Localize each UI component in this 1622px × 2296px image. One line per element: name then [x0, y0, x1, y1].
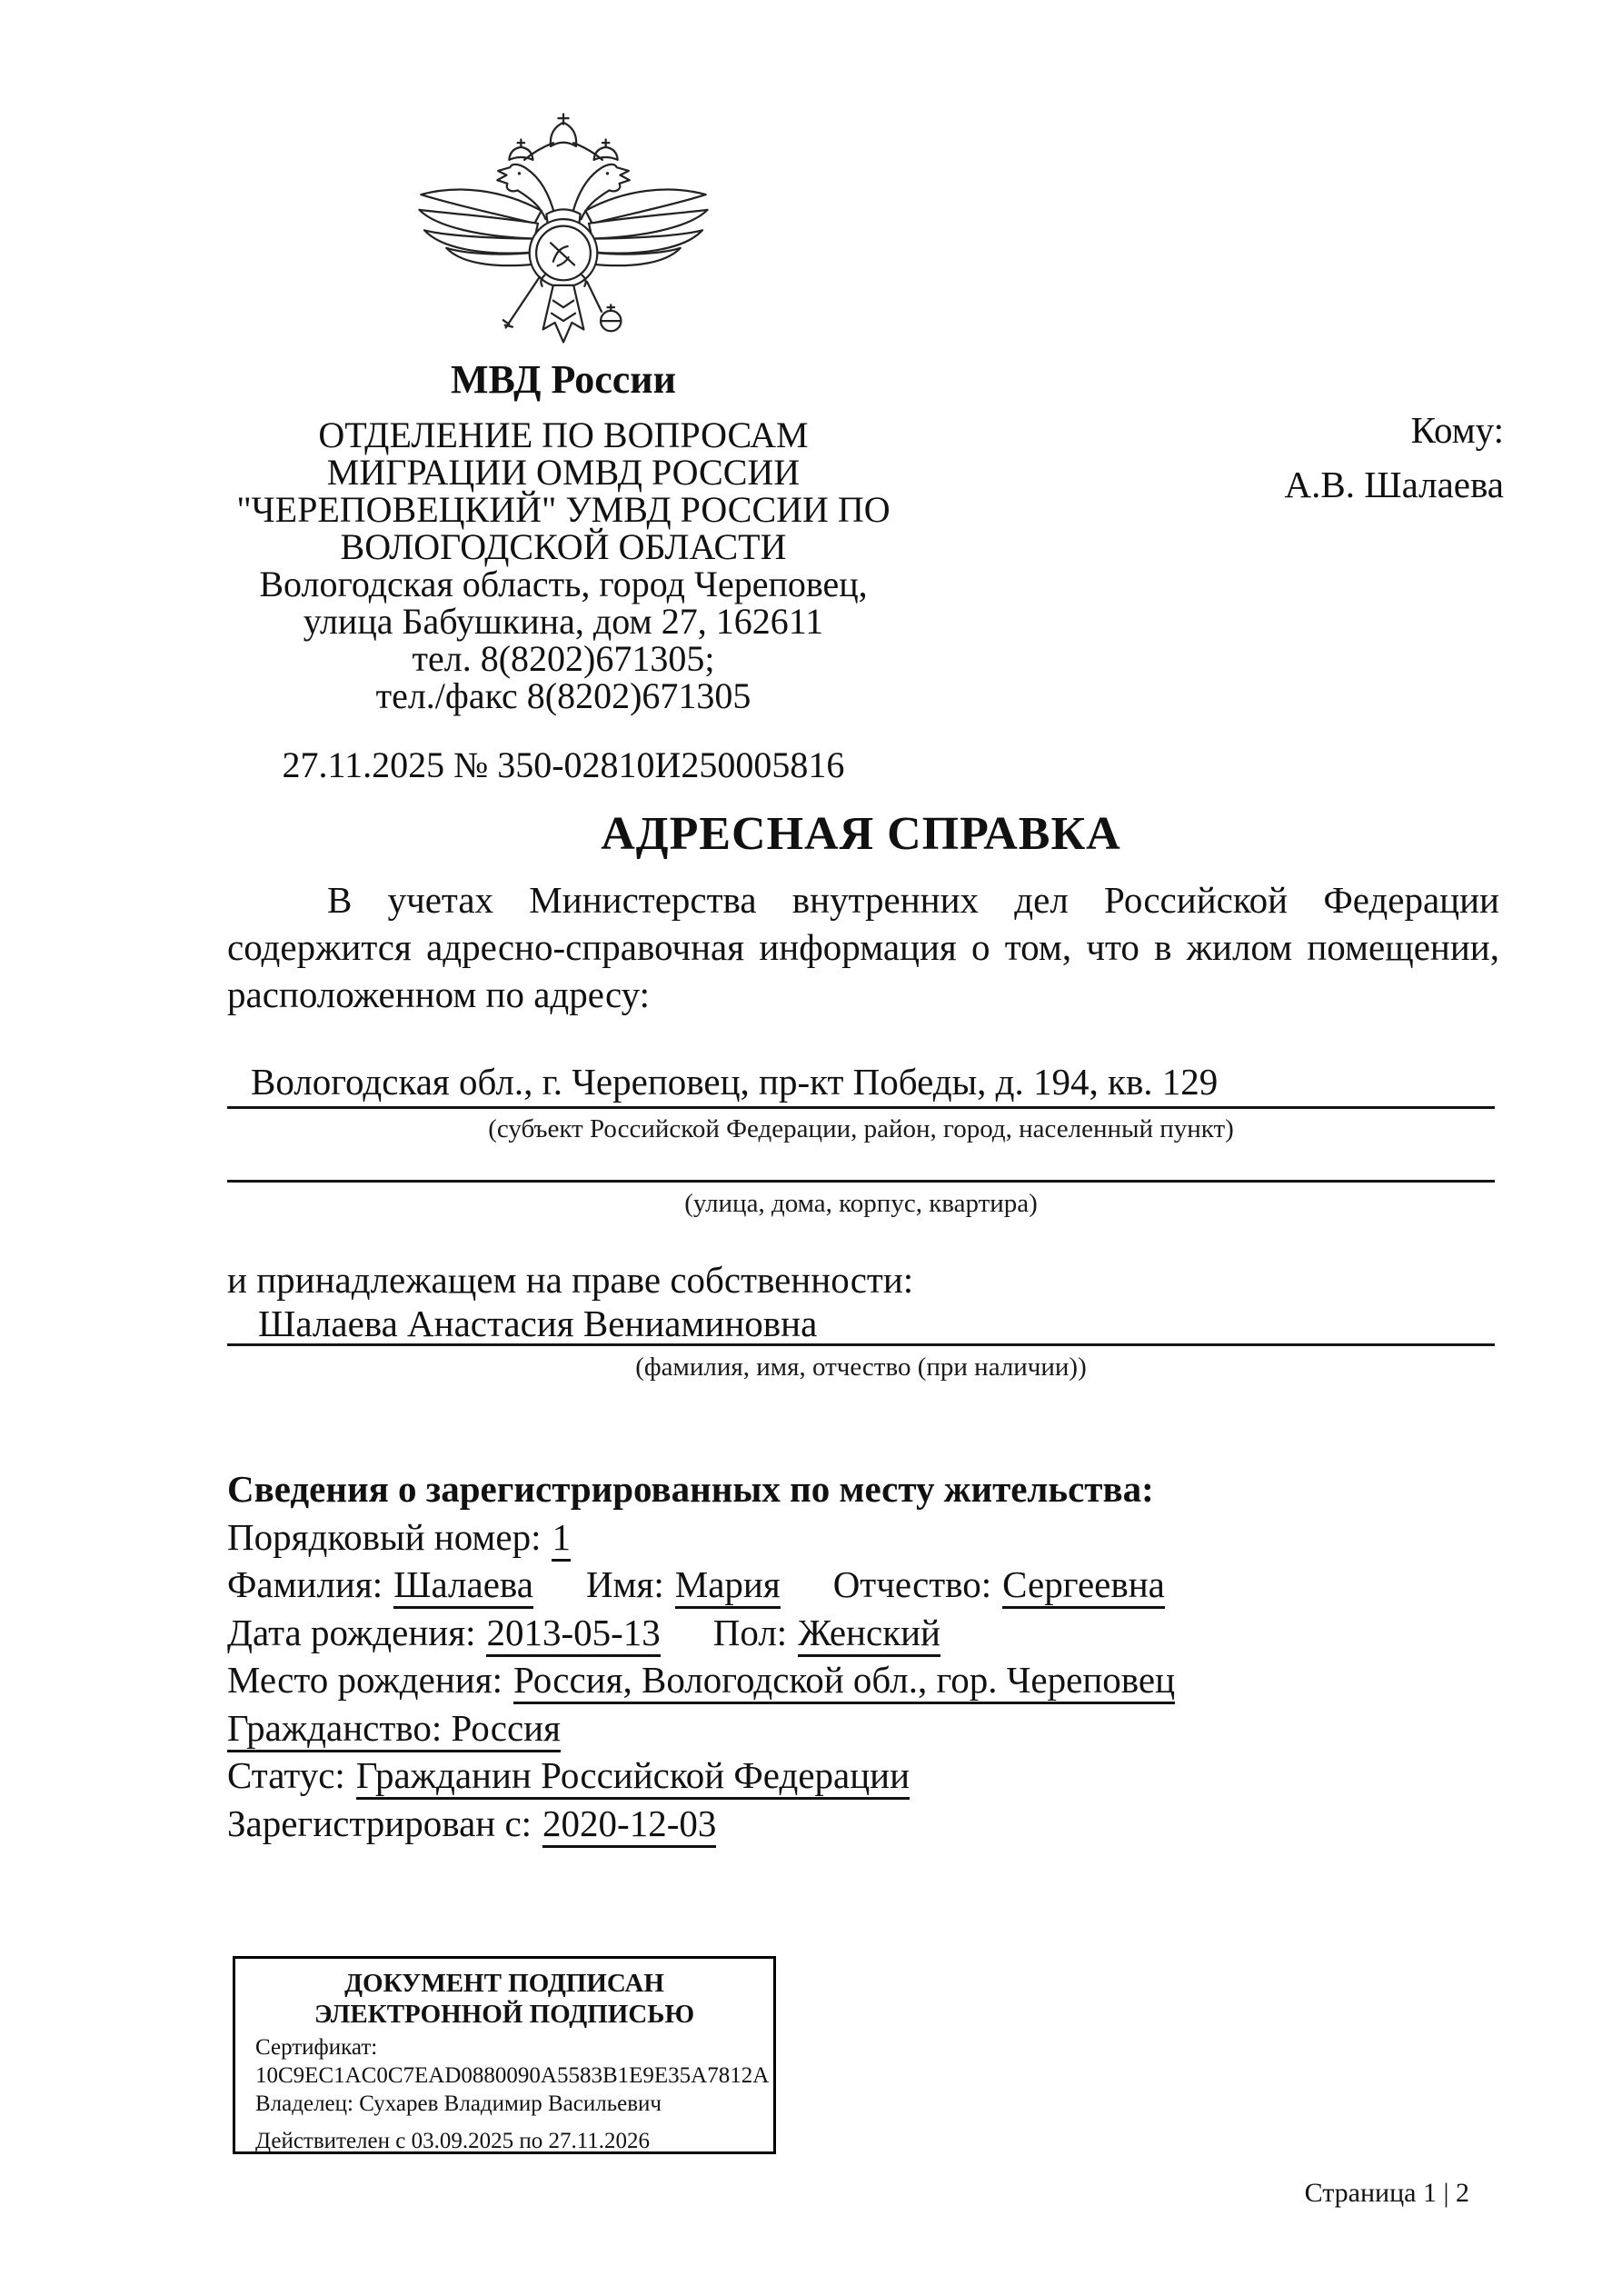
address-caption-street: (улица, дома, корпус, квартира)	[684, 1189, 1038, 1218]
address-caption-subject: (субъект Российской Федерации, район, город, населенный пункт)	[488, 1114, 1234, 1143]
doc-title: АДРЕСНАЯ СПРАВКА	[601, 808, 1121, 860]
citizenship-line: Гражданство: Россия	[227, 1707, 561, 1752]
birth-date-value: 2013-05-13	[486, 1612, 660, 1657]
stamp-title	[235, 1968, 773, 2030]
citizenship-row	[227, 1704, 1499, 1752]
birth-date-row	[227, 1609, 1499, 1657]
order-number-row	[227, 1513, 1499, 1562]
registered-header: Сведения о зарегистрированных по месту жительства:	[227, 1468, 1154, 1510]
recipient-label: Кому:	[1410, 409, 1504, 451]
department-line: "ЧЕРЕПОВЕЦКИЙ" УМВД РОССИИ ПО	[236, 489, 891, 530]
address-value: Вологодская обл., г. Череповец, пр-кт Победы, д. 194, кв. 129	[251, 1061, 1219, 1103]
certificate-label: Сертификат:	[255, 2035, 378, 2060]
registration-date-value: 2020-12-03	[542, 1802, 716, 1848]
birth-place-row	[227, 1656, 1499, 1704]
emblem-caption: МВД России	[450, 357, 676, 402]
department-line: ОТДЕЛЕНИЕ ПО ВОПРОСАМ	[318, 414, 809, 455]
name-row	[227, 1561, 1499, 1609]
electronic-signature-stamp	[233, 1956, 776, 2154]
registered-section	[227, 1465, 1499, 1847]
owner-caption: (фамилия, имя, отчество (при наличии))	[635, 1353, 1087, 1382]
order-number-label: Порядковый номер:	[227, 1515, 542, 1558]
registration-date-row	[227, 1800, 1499, 1848]
department-line: ВОЛОГОДСКОЙ ОБЛАСТИ	[340, 526, 787, 567]
stamp-title-line1: ДОКУМЕНТ ПОДПИСАН	[344, 1969, 664, 1998]
intro-paragraph	[227, 876, 1499, 1018]
birth-place-value: Россия, Вологодской обл., гор. Череповец	[513, 1659, 1175, 1704]
patronymic-label: Отчество:	[832, 1563, 992, 1605]
sex-label: Пол:	[712, 1611, 788, 1653]
intro-line: содержится адресно-справочная информация о том, что в жилом помещении,	[227, 926, 1499, 968]
owner-name-line	[227, 1296, 1495, 1346]
address-blank-line	[227, 1142, 1495, 1183]
department-line: МИГРАЦИИ ОМВД РОССИИ	[326, 452, 801, 493]
given-name-label: Имя:	[585, 1563, 664, 1605]
department-line: тел./факс 8(8202)671305	[375, 675, 751, 716]
intro-line: В учетах Министерства внутренних дел Российской Федерации	[327, 879, 1499, 921]
sex-value: Женский	[798, 1612, 940, 1657]
certificate-value: 10C9EC1AC0C7EAD0880090A5583B1E9E35A7812A	[255, 2063, 770, 2088]
certificate-validity: Действителен с 03.09.2025 по 27.11.2026	[255, 2129, 651, 2153]
birth-date-label: Дата рождения:	[227, 1611, 476, 1653]
department-block	[227, 416, 900, 714]
status-label: Статус:	[227, 1754, 345, 1796]
surname-value: Шалаева	[393, 1563, 533, 1609]
doc-date-number: 27.11.2025 № 350-02810И250005816	[282, 744, 845, 785]
page-footer: Страница 1 | 2	[1304, 2178, 1469, 2208]
order-number-value: 1	[552, 1516, 571, 1562]
status-value: Гражданин Российской Федерации	[356, 1754, 910, 1800]
birth-place-label: Место рождения:	[227, 1659, 503, 1701]
certificate-owner: Владелец: Сухарев Владимир Васильевич	[255, 2091, 662, 2116]
department-line: Вологодская область, город Череповец,	[259, 564, 868, 604]
department-line: тел. 8(8202)671305;	[412, 638, 715, 679]
department-line: улица Бабушкина, дом 27, 162611	[303, 601, 824, 642]
ownership-statement: и принадлежащем на праве собственности:	[227, 1259, 914, 1301]
status-row	[227, 1752, 1499, 1800]
surname-label: Фамилия:	[227, 1563, 383, 1605]
owner-name: Шалаева Анастасия Вениаминовна	[258, 1303, 818, 1344]
recipient-block	[1285, 409, 1505, 505]
stamp-title-line2: ЭЛЕКТРОННОЙ ПОДПИСЬЮ	[313, 2000, 695, 2029]
emblem-block	[227, 107, 900, 360]
mvd-double-headed-eagle-icon	[411, 107, 716, 360]
patronymic-value: Сергеевна	[1002, 1563, 1165, 1609]
given-name-value: Мария	[675, 1563, 781, 1609]
recipient-name: А.В. Шалаева	[1284, 464, 1504, 505]
registration-date-label: Зарегистрирован с:	[227, 1802, 532, 1844]
intro-line: расположенном по адресу:	[227, 973, 650, 1015]
stamp-details	[255, 2033, 773, 2118]
address-value-line	[227, 1053, 1495, 1109]
